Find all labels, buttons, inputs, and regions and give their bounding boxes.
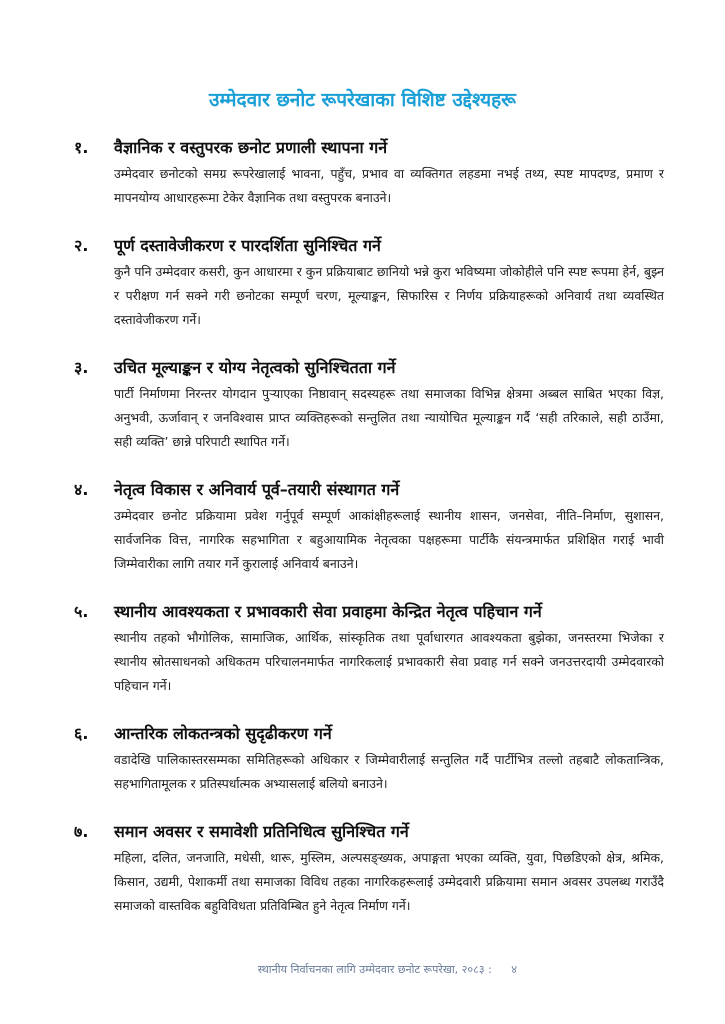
objective-body: उम्मेदवार छनोट प्रक्रियामा प्रवेश गर्नुपूर्व सम्पूर्ण आकांक्षीहरूलाई स्थानीय शासन, जनसेवा, नीति–निर्माण, सुशासन, सार्वजनिक वित्त, नागरिक सहभागिता र बहुआयामिक नेतृत्वका पक्षहरूमा पार्टीकै संयन्त्रमार्फत प्रशिक्षित गराई भावी जिम्मेवारीका लागि तयार गर्ने कुरालाई अनिवार्य बनाउने।: [114, 508, 664, 571]
objective-body: कुनै पनि उम्मेदवार कसरी, कुन आधारमा र कुन प्रक्रियाबाट छानियो भन्ने कुरा भविष्यमा जोकोहीले पनि स्पष्ट रूपमा हेर्न, बुझ्न र परीक्षण गर्न सक्ने गरी छनोटका सम्पूर्ण चरण, मूल्याङ्कन, सिफारिस र निर्णय प्रक्रियाहरूको अनिवार्य तथा व्यवस्थित दस्तावेजीकरण गर्ने।: [114, 264, 664, 327]
objective-item: [74, 478, 664, 576]
page-number: ४: [511, 963, 517, 976]
objective-body: स्थानीय तहको भौगोलिक, सामाजिक, आर्थिक, सांस्कृतिक तथा पूर्वाधारगत आवश्यकता बुझेका, जनस्तरमा भिजेका र स्थानीय स्रोतसाधनको अधिकतम परिचालनमार्फत नागरिकलाई प्रभावकारी सेवा प्रवाह गर्न सक्ने जनउत्तरदायी उम्मेदवारको पहिचान गर्ने।: [114, 630, 664, 693]
objective-body: उम्मेदवार छनोटको समग्र रूपरेखालाई भावना, पहुँच, प्रभाव वा व्यक्तिगत लहडमा नभई तथ्य, स्पष्ट मापदण्ड, प्रमाण र मापनयोग्य आधारहरूमा टेकेर वैज्ञानिक तथा वस्तुपरक बनाउने।: [114, 166, 664, 205]
objective-heading: वैज्ञानिक र वस्तुपरक छनोट प्रणाली स्थापना गर्ने: [114, 138, 388, 157]
objective-item: [74, 600, 664, 698]
objective-item: [74, 356, 664, 454]
objective-number: ६.: [74, 724, 89, 743]
page-title: उम्मेदवार छनोट रूपरेखाका विशिष्ट उद्देश्यहरू: [209, 89, 516, 111]
objective-number: ५.: [74, 602, 89, 621]
objective-item: [74, 234, 664, 332]
objective-header: [74, 356, 664, 380]
objective-header: [74, 722, 664, 746]
objective-header: [74, 234, 664, 258]
objective-heading: नेतृत्व विकास र अनिवार्य पूर्व–तयारी संस्थागत गर्ने: [114, 480, 400, 499]
objective-heading: पूर्ण दस्तावेजीकरण र पारदर्शिता सुनिश्चित गर्ने: [114, 236, 381, 255]
page-footer: [258, 962, 517, 978]
objective-item: [74, 722, 664, 796]
objective-header: [74, 820, 664, 844]
objective-header: [74, 478, 664, 502]
objective-item: [74, 136, 664, 210]
objective-number: १.: [74, 138, 89, 157]
objective-heading: आन्तरिक लोकतन्त्रको सुदृढीकरण गर्ने: [114, 724, 332, 743]
objective-number: ४.: [74, 480, 89, 499]
objective-header: [74, 136, 664, 160]
objective-heading: स्थानीय आवश्यकता र प्रभावकारी सेवा प्रवाहमा केन्द्रित नेतृत्व पहिचान गर्ने: [114, 602, 542, 621]
objective-number: ७.: [74, 822, 89, 841]
footer-text: स्थानीय निर्वाचनका लागि उम्मेदवार छनोट रूपरेखा, २०८३ :: [257, 963, 492, 976]
objective-heading: समान अवसर र समावेशी प्रतिनिधित्व सुनिश्चित गर्ने: [114, 822, 409, 841]
objectives-list: [74, 136, 664, 942]
objective-number: ३.: [74, 358, 89, 377]
objective-heading: उचित मूल्याङ्कन र योग्य नेतृत्वको सुनिश्चितता गर्ने: [114, 358, 396, 377]
objective-body: महिला, दलित, जनजाति, मधेसी, थारू, मुस्लिम, अल्पसङ्ख्यक, अपाङ्गता भएका व्यक्ति, युवा, पिछडिएको क्षेत्र, श्रमिक, किसान, उद्यमी, पेशाकर्मी तथा समाजका विविध तहका नागरिकहरूलाई उम्मेदवारी प्रक्रियामा समान अवसर उपलब्ध गराउँदै समाजको वास्तविक बहुविविधता प्रतिविम्बित हुने नेतृत्व निर्माण गर्ने।: [114, 850, 664, 913]
objective-item: [74, 820, 664, 918]
objective-number: २.: [74, 236, 89, 255]
objective-body: पार्टी निर्माणमा निरन्तर योगदान पुर्‍याएका निष्ठावान् सदस्यहरू तथा समाजका विभिन्न क्षेत्रमा अब्बल साबित भएका विज्ञ, अनुभवी, ऊर्जावान् र जनविश्वास प्राप्त व्यक्तिहरूको सन्तुलित तथा न्यायोचित मूल्याङ्कन गर्दै ‘सही तरिकाले, सही ठाउँमा, सही व्यक्ति’ छान्ने परिपाटी स्थापित गर्ने।: [114, 386, 664, 449]
objective-body: वडादेखि पालिकास्तरसम्मका समितिहरूको अधिकार र जिम्मेवारीलाई सन्तुलित गर्दै पार्टीभित्र तल्लो तहबाटै लोकतान्त्रिक, सहभागितामूलक र प्रतिस्पर्धात्मक अभ्यासलाई बलियो बनाउने।: [114, 752, 664, 791]
objective-header: [74, 600, 664, 624]
